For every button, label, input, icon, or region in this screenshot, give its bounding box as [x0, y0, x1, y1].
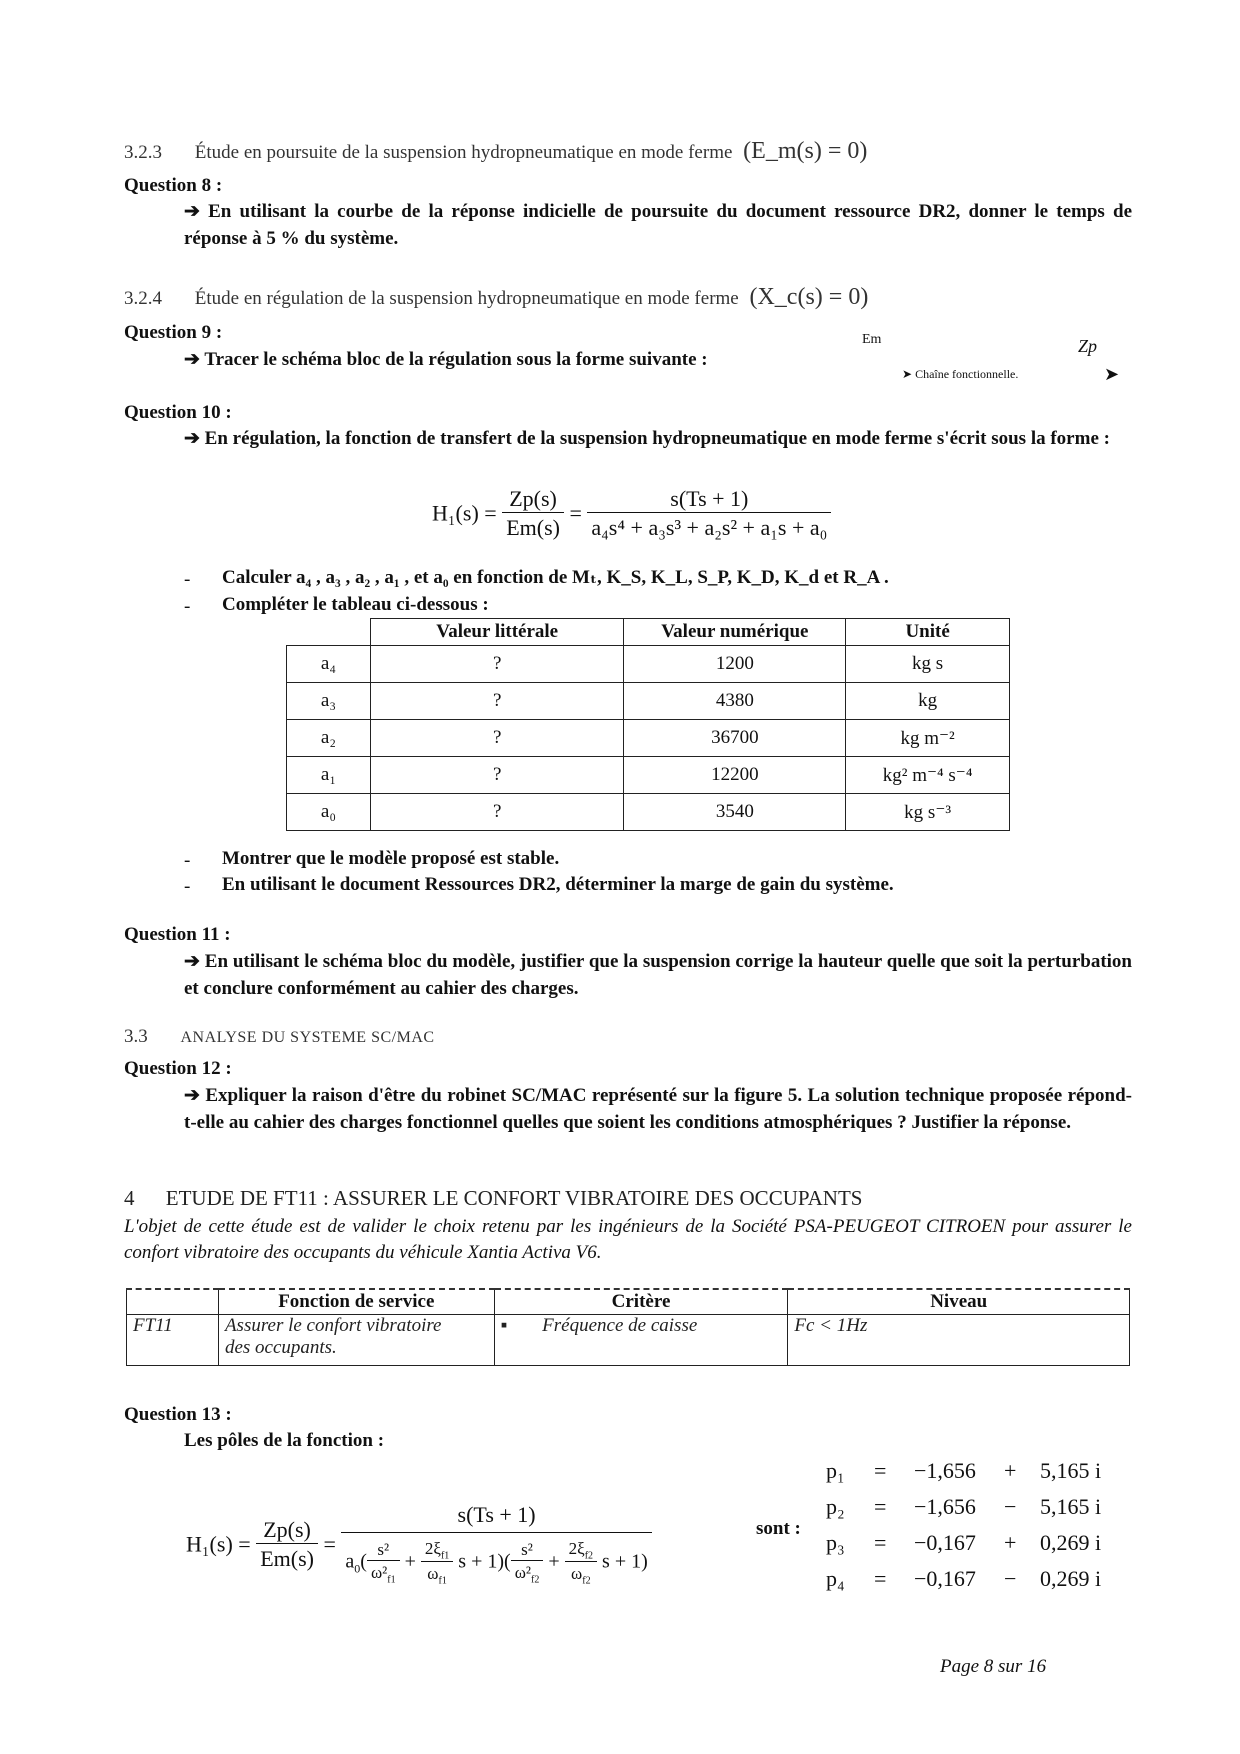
- pole-row: p₄ = −0,167 − 0,269 i: [826, 1566, 1102, 1591]
- question-8-label: Question 8 :: [124, 175, 223, 196]
- section-condition: (E_m(s) = 0): [743, 138, 868, 164]
- sont-label: sont :: [756, 1518, 801, 1539]
- section-3-2-4-heading: [124, 284, 868, 311]
- question-9-text: ➔ Tracer le schéma bloc de la régulation sous la forme suivante :: [184, 349, 708, 370]
- page-number: Page 8 sur 16: [940, 1656, 1047, 1677]
- arrow-head-icon: ➤: [1104, 364, 1120, 384]
- header-fonction-service: Fonction de service: [218, 1289, 494, 1315]
- dash-bullet: -: [184, 596, 191, 617]
- arrow-right-icon: ➔: [184, 1085, 200, 1106]
- arrow-head-icon: ➤: [902, 367, 913, 381]
- question-11-label: Question 11 :: [124, 924, 231, 945]
- table-row: [127, 1315, 1130, 1366]
- transfer-function-factored: H₁(s) = $\frac{Zp(s)}{Em(s)}$ = s(Ts + 1) $a_0$( $\frac{\text{s²}}{\omega^2_{f1}}$ + $\frac{2\xi_{f1}}{\omega_{f1}}$ s + 1)( $\frac{\text{s²}}{\omega^2_{f2}}$ + $\frac{2\xi_{f2}}{\omega_{f2}}$ s + 1): [186, 1502, 652, 1587]
- function-description: Assurer le confort vibratoire des occupants.: [218, 1315, 494, 1366]
- question-13-label: Question 13 :: [124, 1404, 232, 1425]
- diagram-chain: ➤ Chaîne fonctionnelle.: [902, 367, 1019, 381]
- section-title: ETUDE DE FT11 : ASSURER LE CONFORT VIBRATOIRE DES OCCUPANTS: [165, 1186, 863, 1210]
- coefficient-table: [286, 618, 1010, 831]
- table-row: a₀ ? 3540 kg s⁻³: [287, 794, 1010, 831]
- function-criterion: ▪ Fréquence de caisse: [494, 1315, 788, 1366]
- pole-row: p₂ = −1,656 − 5,165 i: [826, 1494, 1102, 1519]
- function-level: Fc < 1Hz: [788, 1315, 1130, 1366]
- section-number: 3.3: [124, 1026, 148, 1047]
- bullet-marge-gain: En utilisant le document Ressources DR2, déterminer la marge de gain du système.: [222, 874, 894, 895]
- dash-bullet: -: [184, 850, 191, 871]
- dash-bullet: -: [184, 876, 191, 897]
- header-valeur-numerique: Valeur numérique: [624, 619, 846, 646]
- question-9-label: Question 9 :: [124, 322, 223, 343]
- table-header-row: [287, 619, 1010, 646]
- transfer-function-formula: H₁(s) = $\frac{Zp(s)}{Em(s)}$ = $\frac{s(Ts + 1)}{\text{a₄s⁴ + a₃s³ + a₂s² + a₁s + a₀}}$: [432, 486, 831, 541]
- pole-row: p₃ = −0,167 + 0,269 i: [826, 1530, 1102, 1555]
- header-niveau: Niveau: [788, 1289, 1130, 1315]
- bullet-stable: Montrer que le modèle proposé est stable.: [222, 848, 560, 869]
- section-title: Étude en régulation de la suspension hydropneumatique en mode ferme: [194, 288, 739, 309]
- poles-label: Les pôles de la fonction :: [184, 1430, 385, 1451]
- section-number: 3.2.4: [124, 288, 162, 309]
- bullet-calculer: Calculer a₄ , a₃ , a₂ , a₁ , et a₀ en fonction de Mₜ, K_S, K_L, S_P, K_D, K_d et R_A .: [222, 567, 889, 588]
- table-row: a₁ ? 12200 kg² m⁻⁴ s⁻⁴: [287, 757, 1010, 794]
- section-condition: (X_c(s) = 0): [749, 284, 869, 310]
- section-number: 3.2.3: [124, 142, 162, 163]
- section-4-heading: [124, 1186, 862, 1211]
- question-8-text: ➔ En utilisant la courbe de la réponse indicielle de poursuite du document ressource DR2, donner le temps de réponse à 5 % du système.: [184, 201, 1132, 249]
- question-11-text: ➔ En utilisant le schéma bloc du modèle, justifier que la suspension corrige la hauteur quelle que soit la perturbation et conclure conformément au cahier des charges.: [184, 951, 1132, 999]
- diagram-output-label: Zp: [1078, 336, 1098, 356]
- arrow-right-icon: ➔: [184, 428, 200, 449]
- section-3-3-heading: [124, 1026, 435, 1048]
- table-row: a₃ ? 4380 kg: [287, 683, 1010, 720]
- diagram-input-label: Em: [862, 332, 882, 347]
- table-row: a₄ ? 1200 kg s: [287, 646, 1010, 683]
- arrow-right-icon: ➔: [184, 349, 200, 370]
- question-12-text: ➔ Expliquer la raison d'être du robinet SC/MAC représenté sur la figure 5. La solution technique proposée répond-t-elle au cahier des charges fonctionnel quelles que soient les conditions atmosphériques ? Justifier la réponse.: [184, 1085, 1132, 1133]
- bullet-completer: Compléter le tableau ci-dessous :: [222, 594, 489, 615]
- header-critere: Critère: [494, 1289, 788, 1315]
- section-title: Étude en poursuite de la suspension hydropneumatique en mode ferme: [194, 142, 733, 163]
- question-12-label: Question 12 :: [124, 1058, 232, 1079]
- bullet-icon: ▪: [500, 1315, 508, 1336]
- question-10-label: Question 10 :: [124, 402, 232, 423]
- arrow-right-icon: ➔: [184, 951, 200, 972]
- section-title: ANALYSE DU SYSTEME SC/MAC: [180, 1029, 435, 1046]
- question-10-text: ➔ En régulation, la fonction de transfert de la suspension hydropneumatique en mode ferme s'écrit sous la forme :: [184, 428, 1110, 449]
- function-service-table: [126, 1288, 1130, 1366]
- arrow-right-icon: ➔: [184, 201, 200, 222]
- dash-bullet: -: [184, 569, 191, 590]
- pole-row: p₁ = −1,656 + 5,165 i: [826, 1458, 1102, 1483]
- header-unite: Unité: [846, 619, 1010, 646]
- table-header-row: [127, 1289, 1130, 1315]
- table-row: a₂ ? 36700 kg m⁻²: [287, 720, 1010, 757]
- section-4-intro: L'objet de cette étude est de valider le choix retenu par les ingénieurs de la Société PSA-PEUGEOT CITROEN pour assurer le confort vibratoire des occupants du véhicule Xantia Activa V6.: [124, 1216, 1132, 1263]
- header-valeur-litterale: Valeur littérale: [370, 619, 624, 646]
- section-3-2-3-heading: [124, 138, 867, 165]
- function-id: FT11: [127, 1315, 219, 1366]
- section-number: 4: [124, 1186, 135, 1210]
